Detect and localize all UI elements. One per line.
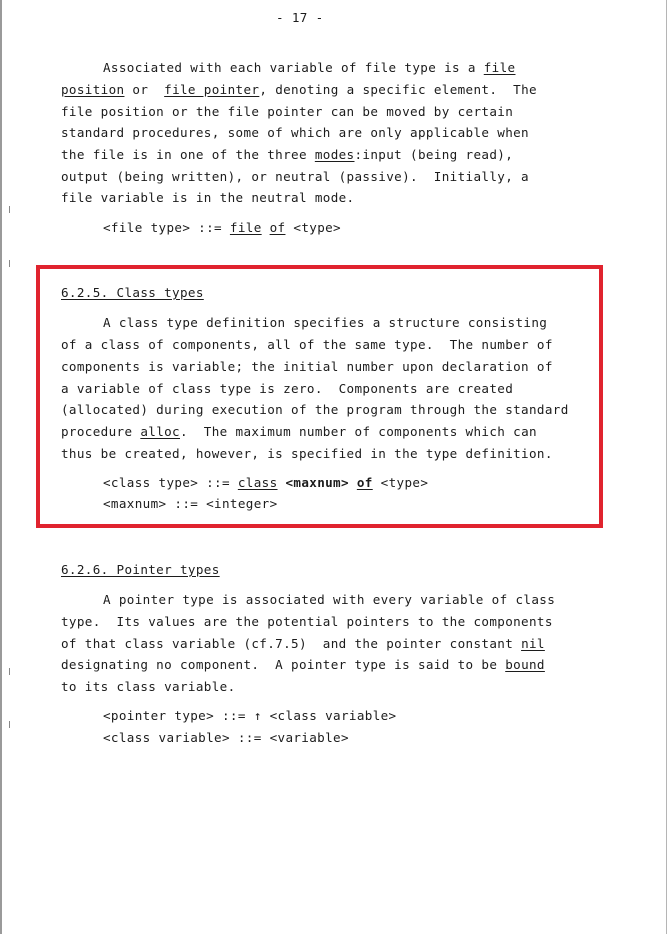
text-line: designating no component. A pointer type is said to be bound [61,657,545,672]
text-line: output (being written), or neutral (passive). Initially, a [61,169,529,184]
margin-mark [9,206,10,213]
text-line: Associated with each variable of file type is a file [103,60,516,75]
text-line: file position or the file pointer can be moved by certain [61,104,514,119]
page-number: - 17 - [276,10,324,25]
maxnum-syntax: <maxnum> ::= <integer> [103,496,278,511]
file-type-syntax: <file type> ::= file of <type> [103,220,341,235]
text-line: to its class variable. [61,679,236,694]
section-heading: 6.2.5. Class types [61,285,204,300]
page-edge-right [666,0,667,934]
text-line: of that class variable (cf.7.5) and the pointer constant nil [61,636,545,651]
text-line: a variable of class type is zero. Components are created [61,381,514,396]
text-line: procedure alloc. The maximum number of components which can [61,424,537,439]
pointer-type-syntax: <pointer type> ::= ↑ <class variable> [103,708,397,723]
margin-mark [9,668,10,675]
text-line: (allocated) during execution of the program through the standard [61,402,569,417]
text-line: of a class of components, all of the same type. The number of [61,337,553,352]
margin-mark [9,260,10,267]
text-line: components is variable; the initial number upon declaration of [61,359,553,374]
class-variable-syntax: <class variable> ::= <variable> [103,730,349,745]
page-edge-left [0,0,2,934]
text-line: standard procedures, some of which are only applicable when [61,125,529,140]
text-line: the file is in one of the three modes:input (being read), [61,147,514,162]
margin-mark [9,721,10,728]
text-line: file variable is in the neutral mode. [61,190,355,205]
text-line: thus be created, however, is specified in the type definition. [61,446,553,461]
text-line: position or file pointer, denoting a specific element. The [61,82,537,97]
text-line: A class type definition specifies a structure consisting [103,315,548,330]
section-heading: 6.2.6. Pointer types [61,562,220,577]
text-line: type. Its values are the potential pointers to the components [61,614,553,629]
text-line: A pointer type is associated with every variable of class [103,592,556,607]
class-type-syntax: <class type> ::= class <maxnum> of <type> [103,475,429,490]
